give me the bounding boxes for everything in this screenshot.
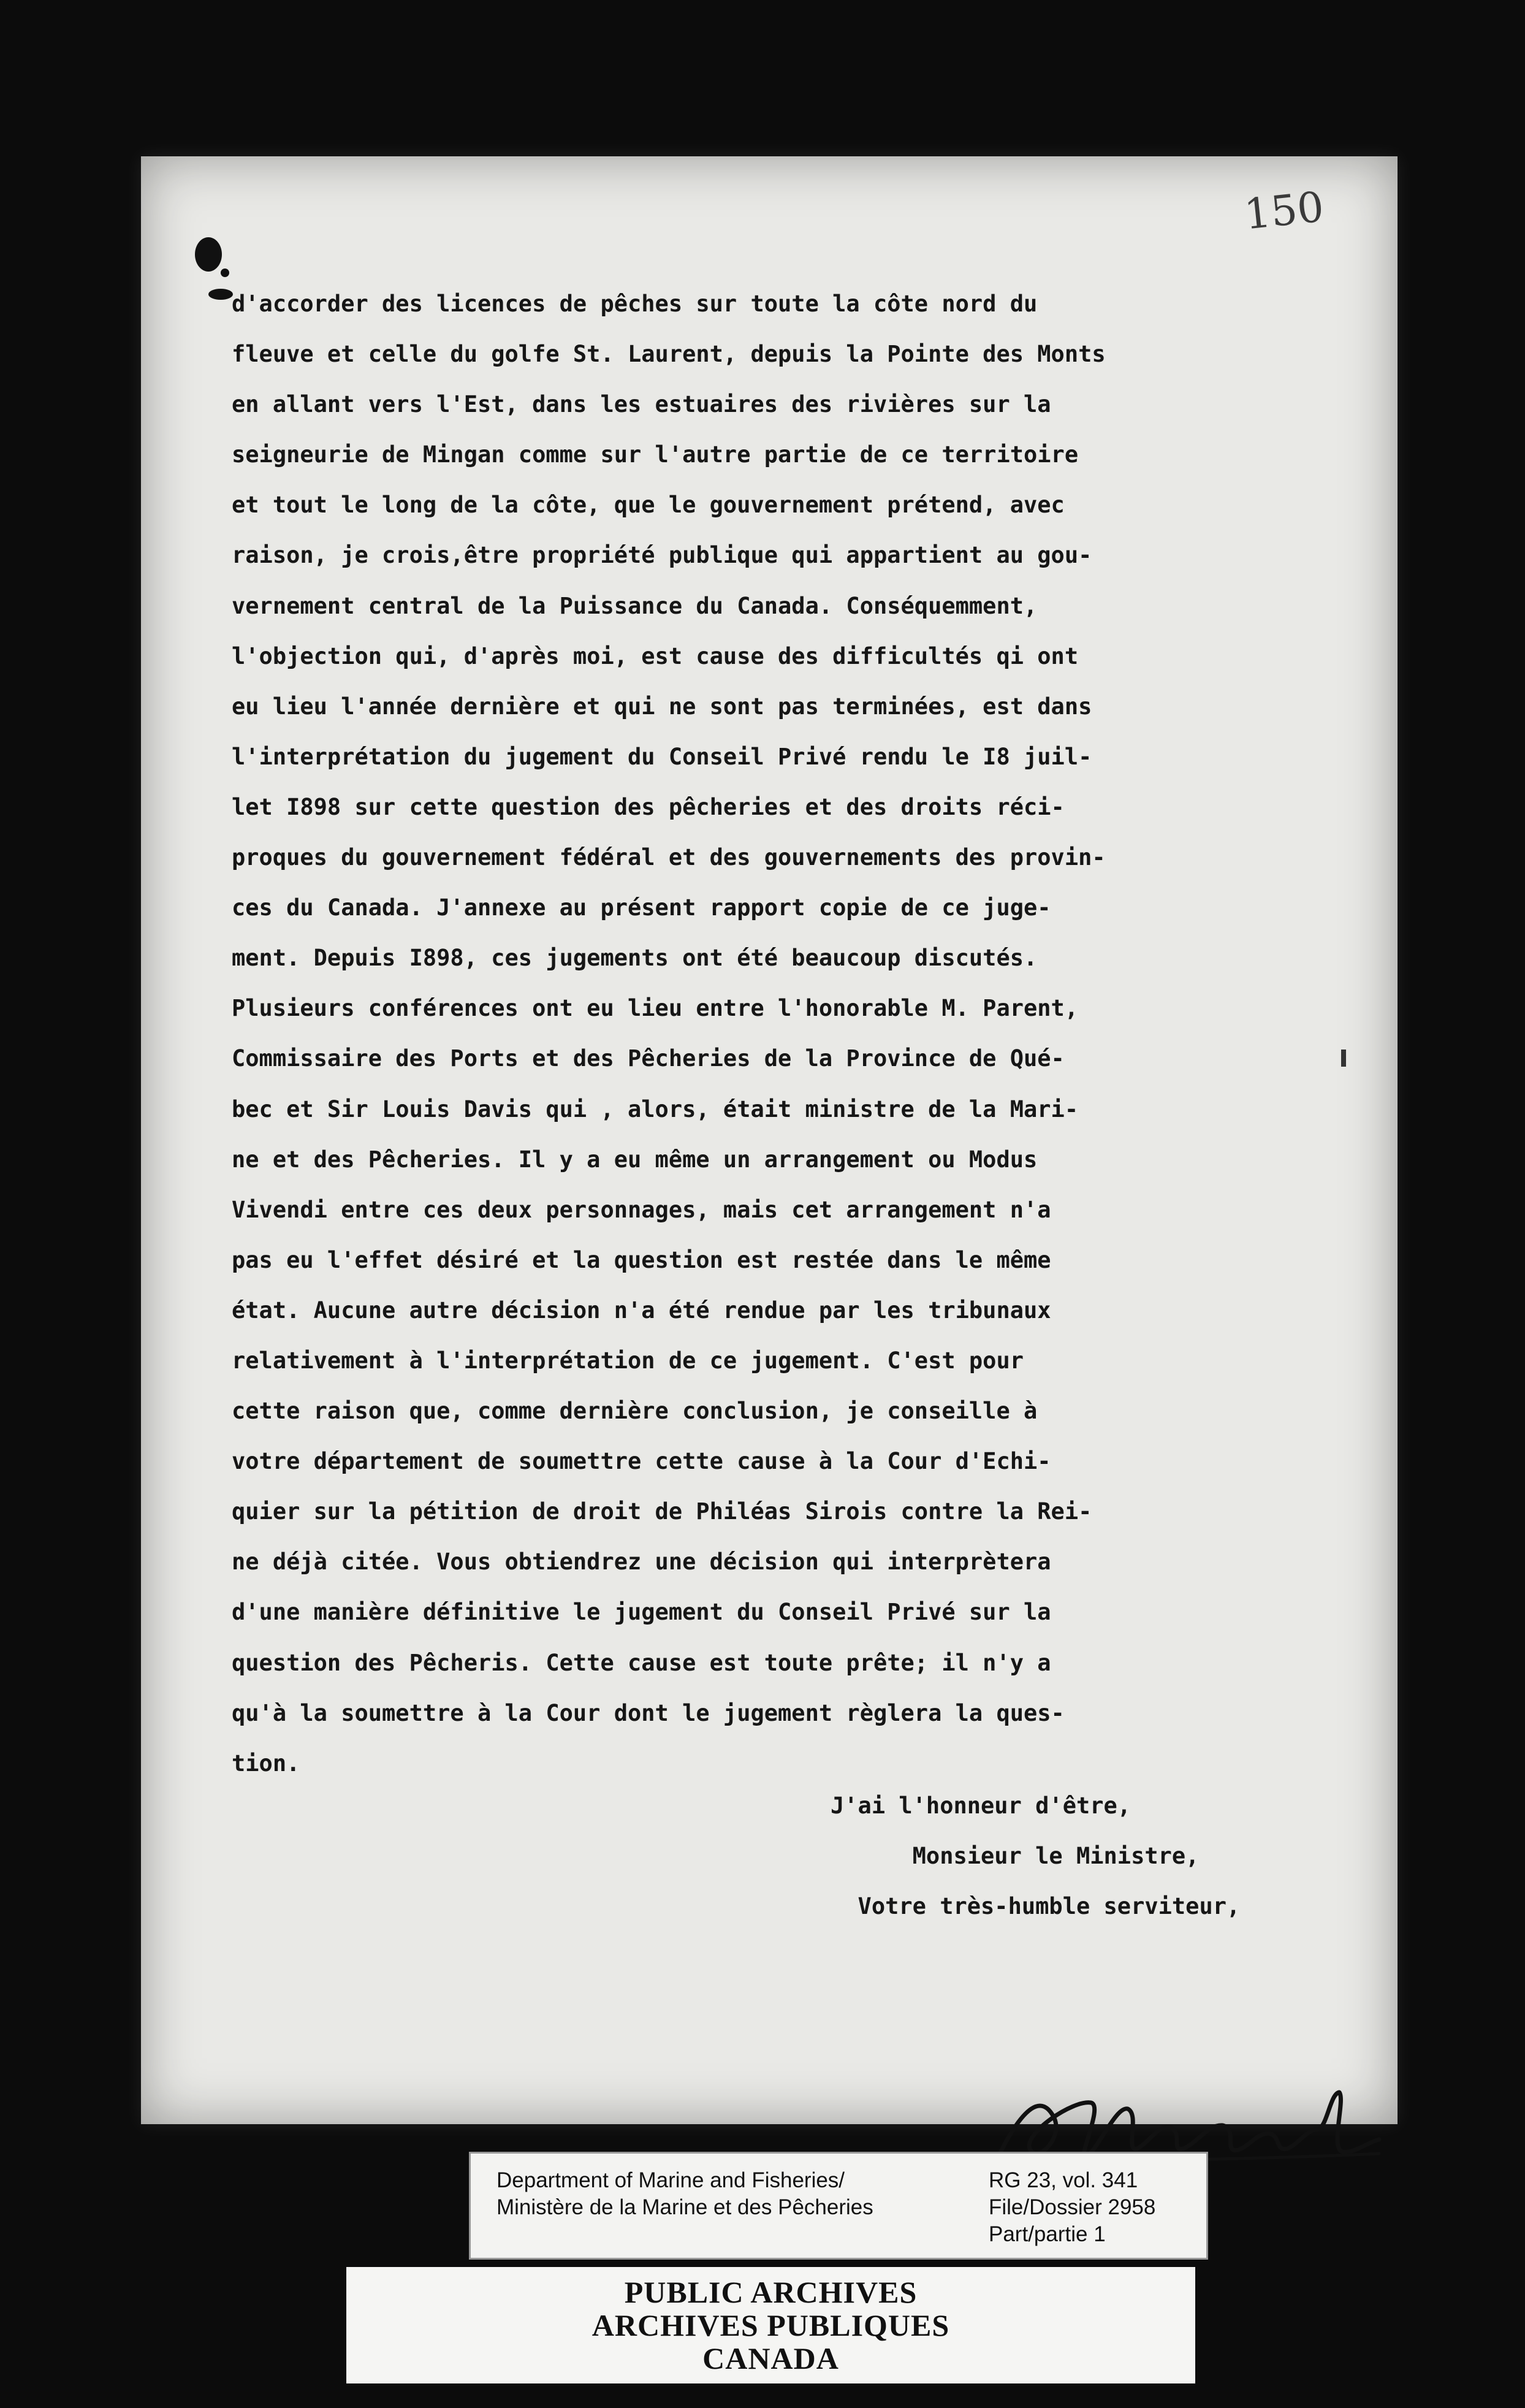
- letter-closing: [831, 1781, 1240, 1932]
- closing-line: Votre très-humble serviteur,: [831, 1893, 1241, 1919]
- file-number: File/Dossier 2958: [989, 2195, 1156, 2219]
- body-line: qu'à la soumettre à la Cour dont le jugement règlera la ques-: [232, 1699, 1065, 1726]
- department-name-en: Department of Marine and Fisheries/: [496, 2168, 845, 2192]
- part-number: Part/partie 1: [989, 2222, 1106, 2246]
- body-line: eu lieu l'année dernière et qui ne sont pas terminées, est dans: [232, 693, 1092, 720]
- department-name-fr: Ministère de la Marine et des Pêcheries: [496, 2195, 873, 2219]
- body-line: et tout le long de la côte, que le gouvernement prétend, avec: [232, 492, 1065, 519]
- department-name: [496, 2167, 873, 2221]
- body-line: état. Aucune autre décision n'a été rendue par les tribunaux: [232, 1297, 1051, 1324]
- body-line: l'interprétation du jugement du Conseil Privé rendu le I8 juil-: [232, 743, 1092, 770]
- body-line: ment. Depuis I898, ces jugements ont été beaucoup discutés.: [232, 945, 1038, 972]
- body-line: Commissaire des Ports et des Pêcheries de la Province de Qué-: [232, 1045, 1065, 1072]
- page-number: 150: [1242, 183, 1326, 240]
- body-line: ne déjà citée. Vous obtiendrez une décision qui interprètera: [232, 1549, 1051, 1575]
- body-line: d'une manière définitive le jugement du Conseil Privé sur la: [232, 1599, 1051, 1626]
- body-line: proques du gouvernement fédéral et des gouvernements des provin-: [232, 844, 1106, 871]
- stamp-line-en: PUBLIC ARCHIVES: [624, 2275, 918, 2309]
- record-group: RG 23, vol. 341: [989, 2168, 1138, 2192]
- body-line: raison, je crois,être propriété publique qui appartient au gou-: [232, 542, 1092, 569]
- body-line: Vivendi entre ces deux personnages, mais cet arrangement n'a: [232, 1196, 1051, 1223]
- stamp-line-country: CANADA: [702, 2341, 839, 2376]
- body-line: ne et des Pêcheries. Il y a eu même un arrangement ou Modus: [232, 1146, 1038, 1173]
- body-line: en allant vers l'Est, dans les estuaires des rivières sur la: [232, 391, 1051, 418]
- closing-line: J'ai l'honneur d'être,: [831, 1793, 1131, 1819]
- body-line: tion.: [232, 1750, 300, 1777]
- ink-blot-mark: [187, 236, 236, 303]
- closing-line: Monsieur le Ministre,: [831, 1843, 1200, 1869]
- body-line: l'objection qui, d'après moi, est cause des difficultés qi ont: [232, 642, 1079, 669]
- body-line: pas eu l'effet désiré et la question est restée dans le même: [232, 1246, 1051, 1273]
- body-line: d'accorder des licences de pêches sur toute la côte nord du: [232, 291, 1038, 317]
- body-line: votre département de soumettre cette cause à la Cour d'Echi-: [232, 1448, 1051, 1475]
- body-line: vernement central de la Puissance du Canada. Conséquemment,: [232, 592, 1038, 619]
- body-line: seigneurie de Mingan comme sur l'autre partie de ce territoire: [232, 441, 1079, 468]
- body-line: Plusieurs conférences ont eu lieu entre l'honorable M. Parent,: [232, 995, 1079, 1022]
- margin-mark: [1341, 1050, 1346, 1067]
- body-line: fleuve et celle du golfe St. Laurent, depuis la Pointe des Monts: [232, 341, 1106, 368]
- archives-stamp: [346, 2267, 1195, 2383]
- letter-body: [232, 279, 1335, 1789]
- body-line: bec et Sir Louis Davis qui , alors, était ministre de la Mari-: [232, 1095, 1079, 1122]
- body-line: quier sur la pétition de droit de Philéas Sirois contre la Rei-: [232, 1498, 1092, 1525]
- archives-stamp-text: [346, 2276, 1195, 2375]
- stamp-line-fr: ARCHIVES PUBLIQUES: [591, 2308, 950, 2342]
- body-line: question des Pêcheris. Cette cause est toute prête; il n'y a: [232, 1649, 1051, 1676]
- body-line: relativement à l'interprétation de ce jugement. C'est pour: [232, 1347, 1024, 1374]
- body-line: let I898 sur cette question des pêcheries et des droits réci-: [232, 793, 1065, 820]
- file-reference: [989, 2167, 1155, 2248]
- body-line: cette raison que, comme dernière conclusion, je conseille à: [232, 1398, 1038, 1425]
- body-line: ces du Canada. J'annexe au présent rapport copie de ce juge-: [232, 894, 1051, 921]
- archive-reference-label: [469, 2152, 1208, 2260]
